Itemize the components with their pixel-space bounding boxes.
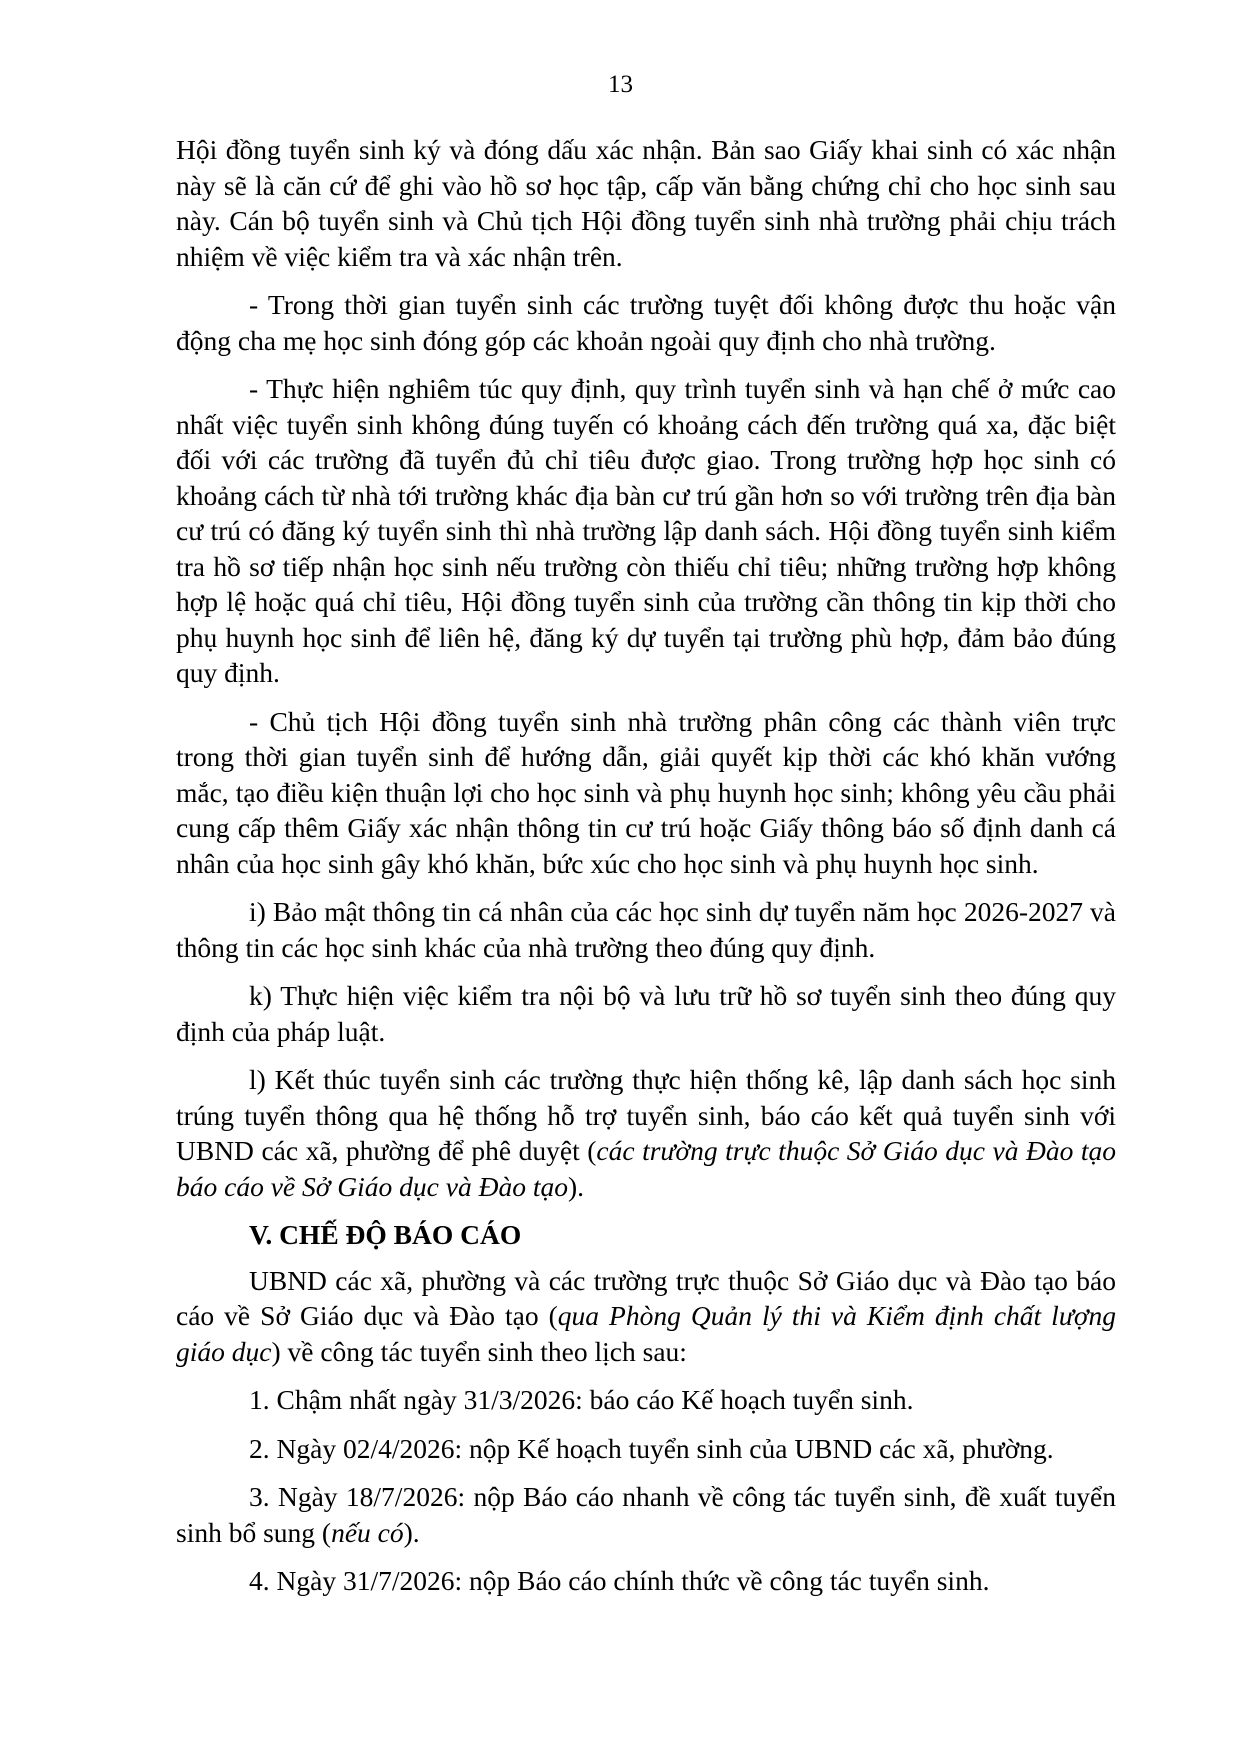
schedule-item-1: 1. Chậm nhất ngày 31/3/2026: báo cáo Kế hoạch tuyển sinh. (249, 1384, 914, 1415)
reporting-intro-end: ) về công tác tuyển sinh theo lịch sau: (271, 1335, 687, 1367)
section-heading-v: V. CHẾ ĐỘ BÁO CÁO (249, 1219, 522, 1250)
paragraph-item-k: k) Thực hiện việc kiểm tra nội bộ và lưu trữ hồ sơ tuyển sinh theo đúng quy định của pháp luật. (176, 980, 1116, 1047)
item-l-italic: các trường trực thuộc Sở Giáo dục và Đào tạo báo cáo về Sở Giáo dục và Đào tạo (176, 1135, 1116, 1202)
document-body (176, 132, 1116, 1612)
reporting-intro-italic: qua Phòng Quản lý thi và Kiểm định chất lượng giáo dục (176, 1300, 1116, 1367)
item-l-end: ). (567, 1170, 585, 1202)
schedule-item-3-italic: nếu có (331, 1516, 404, 1548)
item-l-text: l) Kết thúc tuyển sinh các trường thực hiện thống kê, lập danh sách học sinh trúng tuyển thông qua hệ thống hỗ trợ tuyển sinh, báo cáo kết quả tuyển sinh với UBND các xã, phường để phê duyệt ( (176, 1064, 1116, 1166)
paragraph-reporting-intro (176, 1263, 1116, 1370)
schedule-item-2: 2. Ngày 02/4/2026: nộp Kế hoạch tuyển sinh của UBND các xã, phường. (249, 1432, 1054, 1464)
schedule-item-3 (176, 1479, 1116, 1550)
paragraph-continuation: Hội đồng tuyển sinh ký và đóng dấu xác nhận. Bản sao Giấy khai sinh có xác nhận này sẽ là căn cứ để ghi vào hồ sơ học tập, cấp văn bằng chứng chỉ cho học sinh sau này. Cán bộ tuyển sinh và Chủ tịch Hội đồng tuyển sinh nhà trường phải chịu trách nhiệm về việc kiểm tra và xác nhận trên. (176, 134, 1116, 272)
reporting-intro-text: UBND các xã, phường và các trường trực thuộc Sở Giáo dục và Đào tạo báo cáo về Sở Giáo dục và Đào tạo ( (176, 1264, 1116, 1331)
paragraph-admission-procedure: - Thực hiện nghiêm túc quy định, quy trình tuyển sinh và hạn chế ở mức cao nhất việc tuyển sinh không đúng tuyến có khoảng cách đến trường quá xa, đặc biệt đối với các trường đã tuyển đủ chỉ tiêu được giao. Trong trường hợp học sinh có khoảng cách từ nhà tới trường khác địa bàn cư trú gần hơn so với trường trên địa bàn cư trú có đăng ký tuyển sinh thì nhà trường lập danh sách. Hội đồng tuyển sinh kiểm tra hồ sơ tiếp nhận học sinh nếu trường còn thiếu chỉ tiêu; những trường hợp không hợp lệ hoặc quá chỉ tiêu, Hội đồng tuyển sinh của trường cần thông tin kịp thời cho phụ huynh học sinh để liên hệ, đăng ký dự tuyển tại trường phù hợp, đảm bảo đúng quy định. (176, 373, 1116, 688)
paragraph-item-l (176, 1062, 1116, 1204)
paragraph-no-fees: - Trong thời gian tuyển sinh các trường tuyệt đối không được thu hoặc vận động cha mẹ học sinh đóng góp các khoản ngoài quy định cho nhà trường. (176, 289, 1116, 356)
schedule-item-4: 4. Ngày 31/7/2026: nộp Báo cáo chính thức về công tác tuyển sinh. (249, 1565, 990, 1596)
page-number: 13 (608, 71, 633, 98)
schedule-item-3-end: ). (403, 1516, 420, 1548)
paragraph-council-duties: - Chủ tịch Hội đồng tuyển sinh nhà trường phân công các thành viên trực trong thời gian tuyển sinh để hướng dẫn, giải quyết kịp thời các khó khăn vướng mắc, tạo điều kiện thuận lợi cho học sinh và phụ huynh học sinh; không yêu cầu phải cung cấp thêm Giấy xác nhận thông tin cư trú hoặc Giấy thông báo số định danh cá nhân của học sinh gây khó khăn, bức xúc cho học sinh và phụ huynh học sinh. (176, 705, 1116, 879)
paragraph-item-i: i) Bảo mật thông tin cá nhân của các học sinh dự tuyển năm học 2026-2027 và thông tin các học sinh khác của nhà trường theo đúng quy định. (176, 896, 1116, 963)
schedule-item-3-text: 3. Ngày 18/7/2026: nộp Báo cáo nhanh về công tác tuyển sinh, đề xuất tuyển sinh bổ sung ( (176, 1481, 1116, 1548)
